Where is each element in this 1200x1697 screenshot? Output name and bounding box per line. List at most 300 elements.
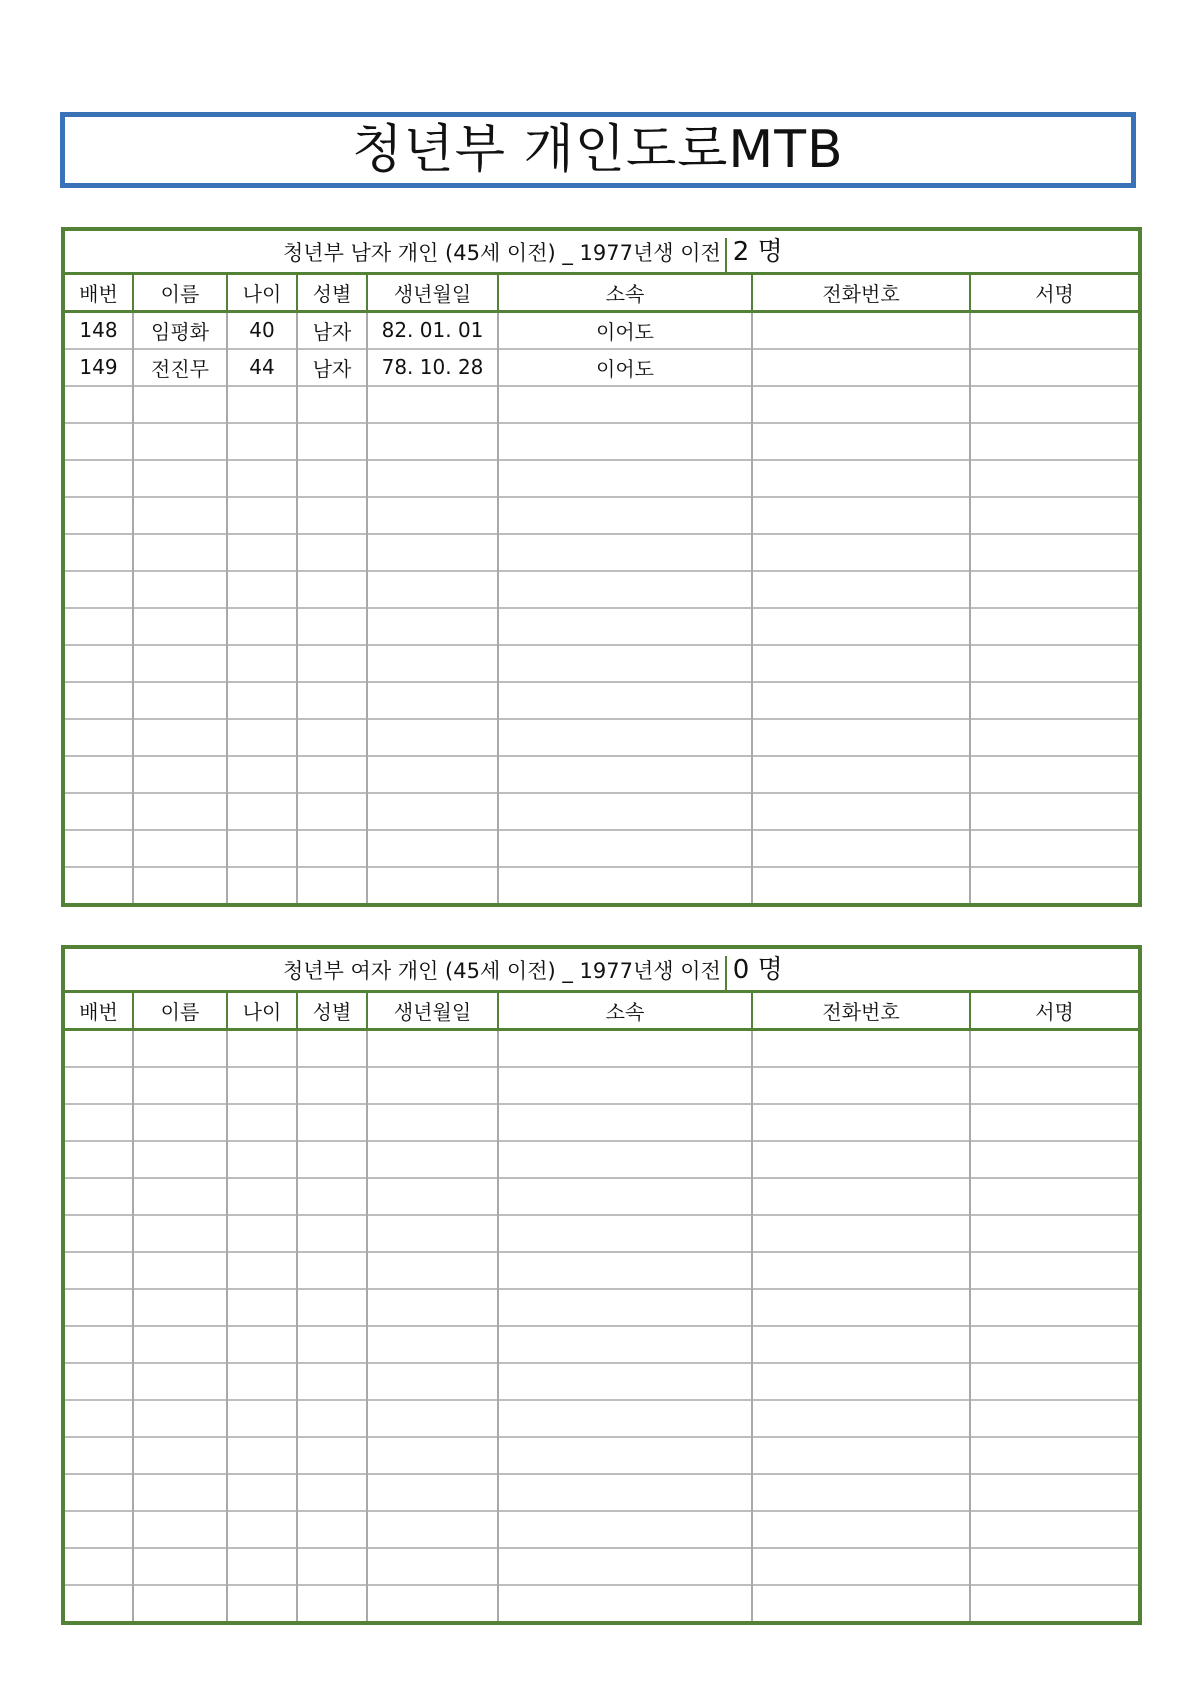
table-cell (133, 1289, 227, 1326)
table-cell (970, 460, 1140, 497)
table-row (63, 460, 1140, 497)
caption-text: 청년부 남자 개인 (45세 이전) _ 1977년생 이전 (283, 241, 721, 265)
table-cell (498, 830, 752, 867)
column-header: 이름 (133, 991, 227, 1029)
table-cell (498, 1548, 752, 1585)
table-cell (498, 1029, 752, 1067)
table-cell (752, 1067, 970, 1104)
table-cell (63, 571, 133, 608)
table-cell (227, 793, 297, 830)
table-cell (297, 1400, 367, 1437)
table-cell (367, 1104, 498, 1141)
table-row (63, 756, 1140, 793)
table-cell (970, 1141, 1140, 1178)
column-header: 배번 (63, 273, 133, 311)
table-cell (297, 1511, 367, 1548)
table-cell (297, 867, 367, 905)
table-row (63, 1067, 1140, 1104)
table-cell (133, 497, 227, 534)
table-cell (367, 1474, 498, 1511)
table-cell (752, 1141, 970, 1178)
table-cell (297, 1215, 367, 1252)
table-cell (63, 1289, 133, 1326)
column-header: 소속 (498, 991, 752, 1029)
table-caption (283, 949, 783, 990)
table-cell (498, 1252, 752, 1289)
table-cell (133, 867, 227, 905)
table-cell (63, 1215, 133, 1252)
table-cell: 78. 10. 28 (367, 349, 498, 386)
table-cell (367, 867, 498, 905)
table-row (63, 497, 1140, 534)
table-cell (970, 1067, 1140, 1104)
table-cell (227, 830, 297, 867)
table-cell (297, 386, 367, 423)
table-cell (227, 1289, 297, 1326)
table-cell (227, 645, 297, 682)
table-caption (283, 231, 783, 272)
table-cell (297, 571, 367, 608)
table-cell (498, 608, 752, 645)
table-cell (498, 682, 752, 719)
table-row (63, 719, 1140, 756)
table-caption-row (63, 947, 1140, 991)
table-cell (133, 1252, 227, 1289)
table-cell (297, 423, 367, 460)
table-header-row (63, 273, 1140, 311)
table-cell (498, 1178, 752, 1215)
table-cell (133, 830, 227, 867)
table-cell (367, 645, 498, 682)
table-row (63, 1400, 1140, 1437)
page-title: 청년부 개인도로MTB (352, 120, 844, 180)
table-cell (498, 571, 752, 608)
column-header: 나이 (227, 273, 297, 311)
table-cell (297, 645, 367, 682)
table-row (63, 1474, 1140, 1511)
table-cell (752, 1326, 970, 1363)
table-cell (367, 1141, 498, 1178)
table-cell (227, 682, 297, 719)
table-cell (752, 645, 970, 682)
table-cell (752, 830, 970, 867)
table-cell (227, 1585, 297, 1623)
table-cell (63, 460, 133, 497)
table-cell (367, 534, 498, 571)
table-cell (752, 719, 970, 756)
caption-divider (725, 238, 727, 272)
table-cell (367, 1326, 498, 1363)
table-cell (133, 1215, 227, 1252)
table-cell (133, 793, 227, 830)
table-row (63, 1511, 1140, 1548)
table-cell (63, 386, 133, 423)
entrant-count: 2 명 (732, 237, 783, 267)
table-row (63, 682, 1140, 719)
table-cell (63, 793, 133, 830)
table-cell (970, 534, 1140, 571)
table-cell (367, 1215, 498, 1252)
table-cell (297, 1474, 367, 1511)
table-cell (63, 1400, 133, 1437)
table-cell (297, 1067, 367, 1104)
table-cell (297, 1326, 367, 1363)
table-cell: 이어도 (498, 349, 752, 386)
table-cell (970, 1178, 1140, 1215)
table-cell: 남자 (297, 349, 367, 386)
table-cell (297, 1363, 367, 1400)
table-cell (133, 423, 227, 460)
table-row (63, 645, 1140, 682)
table-cell (297, 756, 367, 793)
table-cell (367, 756, 498, 793)
table-cell (367, 1548, 498, 1585)
table-cell (752, 867, 970, 905)
table-cell (752, 1585, 970, 1623)
table-cell (970, 311, 1140, 349)
column-header: 나이 (227, 991, 297, 1029)
table-cell (752, 1252, 970, 1289)
table-row (63, 1548, 1140, 1585)
table-caption-cell (63, 229, 1140, 273)
column-header: 서명 (970, 273, 1140, 311)
table-cell (63, 867, 133, 905)
table-cell (367, 1029, 498, 1067)
table-cell (63, 1437, 133, 1474)
table-cell (498, 1474, 752, 1511)
table-cell (133, 756, 227, 793)
table-cell (970, 719, 1140, 756)
table-cell (297, 1104, 367, 1141)
table-cell (63, 830, 133, 867)
table-cell (970, 1585, 1140, 1623)
table-cell (970, 1474, 1140, 1511)
table-row (63, 1326, 1140, 1363)
table-cell (367, 460, 498, 497)
table-row (63, 1215, 1140, 1252)
table-cell (752, 497, 970, 534)
table-row (63, 1141, 1140, 1178)
table-cell (63, 1474, 133, 1511)
table-cell (227, 1215, 297, 1252)
table-header-row (63, 991, 1140, 1029)
table-cell (752, 1289, 970, 1326)
table-cell (367, 1178, 498, 1215)
table-cell (367, 1400, 498, 1437)
table-cell (227, 1067, 297, 1104)
male-entry-sheet (61, 227, 1138, 907)
table-cell (297, 534, 367, 571)
table-cell (297, 1029, 367, 1067)
table-cell: 149 (63, 349, 133, 386)
table-cell (133, 1437, 227, 1474)
table-cell (227, 608, 297, 645)
table-cell (367, 719, 498, 756)
table-cell (752, 1548, 970, 1585)
table-cell (133, 1178, 227, 1215)
table-cell (133, 1363, 227, 1400)
table-cell (227, 719, 297, 756)
table-cell (227, 1437, 297, 1474)
table-cell (297, 1289, 367, 1326)
table-cell (133, 1067, 227, 1104)
table-cell (133, 1029, 227, 1067)
table-row (63, 1104, 1140, 1141)
table-cell (752, 1511, 970, 1548)
table-cell (970, 1215, 1140, 1252)
table-cell (970, 608, 1140, 645)
table-cell (227, 867, 297, 905)
table-cell (970, 1400, 1140, 1437)
table-cell (752, 1437, 970, 1474)
table-cell (970, 1104, 1140, 1141)
table-cell (133, 1400, 227, 1437)
table-cell (227, 1363, 297, 1400)
table-cell (752, 1029, 970, 1067)
table-cell (970, 756, 1140, 793)
table-cell (133, 571, 227, 608)
table-cell (498, 1437, 752, 1474)
table-cell (297, 497, 367, 534)
table-cell (63, 608, 133, 645)
table-cell (752, 423, 970, 460)
table-cell (367, 1585, 498, 1623)
table-cell (752, 311, 970, 349)
table-cell (227, 1326, 297, 1363)
table-cell (133, 1474, 227, 1511)
table-cell (970, 349, 1140, 386)
table-cell (970, 1548, 1140, 1585)
table-cell (498, 497, 752, 534)
table-cell (63, 497, 133, 534)
table-row (63, 1363, 1140, 1400)
table-cell (498, 1585, 752, 1623)
table-cell (498, 1215, 752, 1252)
table-cell (498, 756, 752, 793)
table-cell (227, 497, 297, 534)
column-header: 배번 (63, 991, 133, 1029)
table-cell (63, 1178, 133, 1215)
table-cell (970, 1326, 1140, 1363)
table-row (63, 349, 1140, 386)
caption-divider (725, 956, 727, 990)
table-cell (133, 682, 227, 719)
column-header: 성별 (297, 991, 367, 1029)
table-row (63, 571, 1140, 608)
table-cell: 82. 01. 01 (367, 311, 498, 349)
table-cell (63, 1511, 133, 1548)
table-cell (498, 1363, 752, 1400)
page-title-box (60, 112, 1136, 188)
table-cell: 40 (227, 311, 297, 349)
table-row (63, 311, 1140, 349)
table-cell (297, 1437, 367, 1474)
table-cell (970, 830, 1140, 867)
table-cell (970, 1511, 1140, 1548)
table-cell (63, 423, 133, 460)
table-cell (498, 1326, 752, 1363)
column-header: 생년월일 (367, 991, 498, 1029)
table-cell (63, 719, 133, 756)
table-cell (227, 423, 297, 460)
table-row (63, 830, 1140, 867)
table-cell (752, 571, 970, 608)
table-cell (752, 1215, 970, 1252)
table-cell (970, 793, 1140, 830)
table-caption-cell (63, 947, 1140, 991)
column-header: 전화번호 (752, 273, 970, 311)
table-cell (63, 534, 133, 571)
table-cell (227, 756, 297, 793)
table-cell (367, 793, 498, 830)
table-cell (970, 386, 1140, 423)
table-cell (367, 1363, 498, 1400)
table-cell (133, 608, 227, 645)
female-entry-table (61, 945, 1142, 1625)
table-row (63, 534, 1140, 571)
table-cell (970, 1252, 1140, 1289)
table-row (63, 1289, 1140, 1326)
table-cell (752, 1104, 970, 1141)
table-cell (297, 830, 367, 867)
table-cell (367, 1067, 498, 1104)
table-cell (133, 719, 227, 756)
table-caption-row (63, 229, 1140, 273)
table-cell (498, 386, 752, 423)
table-cell: 148 (63, 311, 133, 349)
table-cell (498, 867, 752, 905)
table-cell: 남자 (297, 311, 367, 349)
table-cell (133, 386, 227, 423)
table-cell (752, 1363, 970, 1400)
table-cell (970, 645, 1140, 682)
table-cell (498, 1141, 752, 1178)
table-cell (133, 1141, 227, 1178)
table-cell (227, 460, 297, 497)
table-cell (498, 1511, 752, 1548)
table-cell (227, 1029, 297, 1067)
table-cell (297, 1178, 367, 1215)
table-row (63, 1585, 1140, 1623)
table-cell (970, 1029, 1140, 1067)
table-cell (970, 1437, 1140, 1474)
table-cell (498, 1104, 752, 1141)
table-cell (367, 682, 498, 719)
column-header: 전화번호 (752, 991, 970, 1029)
table-cell (63, 1363, 133, 1400)
table-cell (133, 1548, 227, 1585)
entrant-count: 0 명 (732, 955, 783, 985)
table-body (63, 947, 1140, 1623)
table-cell (367, 423, 498, 460)
table-cell (297, 1252, 367, 1289)
table-row (63, 423, 1140, 460)
table-cell (367, 386, 498, 423)
column-header: 성별 (297, 273, 367, 311)
table-cell (367, 830, 498, 867)
table-cell (752, 608, 970, 645)
table-cell (367, 1252, 498, 1289)
column-header: 소속 (498, 273, 752, 311)
table-cell (752, 793, 970, 830)
male-entry-table (61, 227, 1142, 907)
table-cell (367, 1289, 498, 1326)
table-cell (970, 867, 1140, 905)
table-cell (227, 1474, 297, 1511)
table-cell (498, 645, 752, 682)
table-cell (63, 1141, 133, 1178)
table-cell (227, 386, 297, 423)
table-cell (227, 1511, 297, 1548)
table-cell (297, 460, 367, 497)
table-row (63, 1178, 1140, 1215)
table-cell (752, 349, 970, 386)
table-cell (367, 571, 498, 608)
table-cell (970, 497, 1140, 534)
table-cell (367, 497, 498, 534)
table-cell: 44 (227, 349, 297, 386)
column-header: 서명 (970, 991, 1140, 1029)
table-cell (752, 386, 970, 423)
table-cell (297, 1585, 367, 1623)
table-cell (63, 1326, 133, 1363)
table-cell (133, 1511, 227, 1548)
table-cell (970, 571, 1140, 608)
table-cell (63, 645, 133, 682)
table-cell (63, 1585, 133, 1623)
table-cell (297, 719, 367, 756)
table-row (63, 1029, 1140, 1067)
column-header: 이름 (133, 273, 227, 311)
table-cell (498, 793, 752, 830)
table-cell (133, 1326, 227, 1363)
table-cell (970, 423, 1140, 460)
table-cell (227, 534, 297, 571)
table-cell (297, 793, 367, 830)
table-row (63, 1437, 1140, 1474)
table-cell (227, 1178, 297, 1215)
table-cell (970, 1289, 1140, 1326)
table-row (63, 1252, 1140, 1289)
caption-text: 청년부 여자 개인 (45세 이전) _ 1977년생 이전 (283, 959, 721, 983)
table-cell (752, 534, 970, 571)
table-cell (752, 1178, 970, 1215)
table-cell (63, 756, 133, 793)
table-cell (367, 608, 498, 645)
female-entry-sheet (61, 945, 1138, 1625)
table-cell (133, 534, 227, 571)
table-cell (498, 719, 752, 756)
table-row (63, 386, 1140, 423)
table-cell (498, 534, 752, 571)
table-cell (133, 645, 227, 682)
table-cell (752, 682, 970, 719)
column-header: 생년월일 (367, 273, 498, 311)
table-cell (367, 1511, 498, 1548)
table-cell (227, 1141, 297, 1178)
table-cell (227, 1252, 297, 1289)
table-cell (63, 1029, 133, 1067)
table-cell (227, 1548, 297, 1585)
table-cell (752, 1474, 970, 1511)
table-cell (970, 682, 1140, 719)
table-cell (498, 460, 752, 497)
table-cell (498, 1289, 752, 1326)
table-cell: 이어도 (498, 311, 752, 349)
table-cell (297, 1141, 367, 1178)
table-cell (297, 608, 367, 645)
table-cell (367, 1437, 498, 1474)
